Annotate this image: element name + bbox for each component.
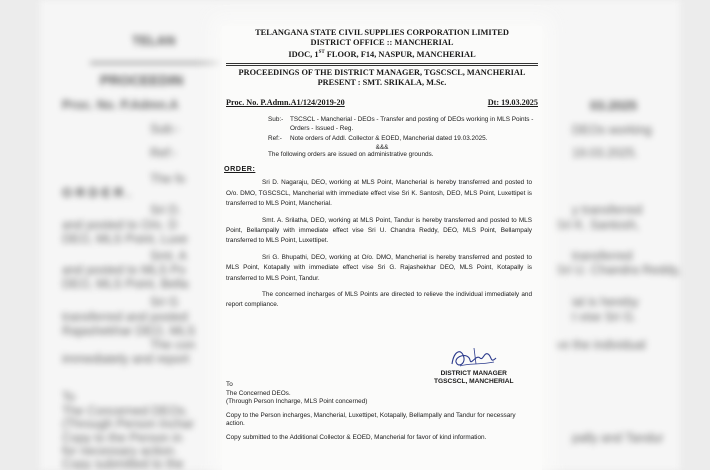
proceedings-document xyxy=(222,26,542,470)
to-note: (Through Person Incharge, MLS Point concerned) xyxy=(226,398,368,406)
bg-right-line: ve the individual xyxy=(556,338,646,352)
bg-right-line: y transferred xyxy=(572,203,643,217)
order-paragraph: Sri D. Nagaraju, DEO, working at MLS Point, Mancherial is hereby transferred and posted to O/o. DMO, TGSCSCL, Mancherial with immediate effect vise Sri K. Santosh, DEO, MLS Point, Luxettipet is transferred to MLS Point, Mancherial. xyxy=(226,179,532,208)
bg-right-line: 19.03.2025. xyxy=(572,146,639,160)
present-line: PRESENT : SMT. SRIKALA, M.Sc. xyxy=(317,78,447,88)
bg-left-sub: Sub:- xyxy=(150,122,180,136)
bg-left-line: Sri G xyxy=(150,295,179,309)
bg-left-line: DEO, MLS Point, Bella xyxy=(62,277,189,291)
office-address xyxy=(222,48,542,60)
bg-left-heading: TELAN xyxy=(132,33,176,48)
bg-left-line: DEO, MLS Point, Luxe xyxy=(62,232,188,246)
subject-row xyxy=(268,115,536,133)
org-name: TELANGANA STATE CIVIL SUPPLIES CORPORATION LIMITED xyxy=(255,28,509,37)
distribution-footer xyxy=(226,381,536,448)
bg-right-line: pally and Tandur xyxy=(572,431,664,445)
separator: &&& xyxy=(375,144,389,152)
copy-to-incharges: Copy to the Person incharges, Mancherial, Luxettipet, Kotapally, Bellampally and Tandur for necessary action. xyxy=(226,411,516,428)
bg-left-line: immediately and report xyxy=(62,352,190,366)
reference-text: Note orders of Addl. Collector & EOED, Mancherial dated 19.03.2025. xyxy=(290,135,488,143)
order-paragraph: Smt. A. Srilatha, DEO, working at MLS Point, Tandur is hereby transferred and posted to MLS Point, Bellampally with immediate effect vise Sri U. Chandra Reddy, DEO, MLS Point, Bellampaly transferred to MLS Point, Luxettipet. xyxy=(226,216,532,245)
bg-right-line: Sri K. Santosh, xyxy=(556,218,640,232)
bg-right-line: t vise Sri G. xyxy=(572,310,637,324)
bg-right-line: ial is hereby xyxy=(572,295,639,309)
bg-left-line: (Through Person Inchar xyxy=(62,417,195,431)
bg-left-refs: Ref:- xyxy=(150,146,178,160)
signatory-title: DISTRICT MANAGER xyxy=(440,370,507,377)
to-label: To xyxy=(226,381,233,388)
reference-label: Ref:- xyxy=(268,135,282,143)
order-paragraph: The concerned incharges of MLS Points are directed to relieve the individual immediately and report compliance. xyxy=(226,291,532,309)
bg-left-line: Copy to the Person in xyxy=(62,431,183,445)
address-part: IDOC, 1 xyxy=(288,50,319,60)
order-paragraph: Sri G. Bhupathi, DEO, working at O/o. DMO, Mancherial is hereby transferred and posted to MLS Point, Kotapally with immediate effect vise Sri G. Rajashekhar DEO, MLS Point, Kotapally is transferred to MLS Point, Tandur. xyxy=(226,253,532,282)
bg-right-line: transferred xyxy=(572,249,633,263)
bg-left-line: transferred and posted xyxy=(62,310,188,324)
bg-left-line: Rajashekhar DEO, MLS xyxy=(62,324,196,338)
office-name: DISTRICT OFFICE :: MANCHERIAL xyxy=(310,38,454,48)
bg-left-line: The Concerned DEOs. xyxy=(62,404,189,418)
proc-date: Dt: 19.03.2025 xyxy=(487,98,538,108)
bg-right-line: DEOs working xyxy=(572,123,652,137)
bg-left-line: Sri D. xyxy=(150,203,182,217)
bg-left-line: The con xyxy=(150,338,196,352)
bg-left-line: Smt. A xyxy=(150,249,187,263)
issued-statement: The following orders are issued on administrative grounds. xyxy=(268,151,434,159)
proceedings-title xyxy=(222,68,542,88)
bg-right-line: 03.2025 xyxy=(590,98,637,113)
bg-left-line: Copy submitted to the xyxy=(62,457,184,470)
to-recipient: The Concerned DEOs. xyxy=(226,389,291,397)
header-divider xyxy=(226,65,538,66)
subject-block xyxy=(268,115,536,143)
bg-left-order: O R D E R . xyxy=(62,185,131,200)
bg-right-line: Sri U. Chandra Reddy, xyxy=(556,263,681,277)
proc-number: Proc. No. P.Admn.A1/124/2019-20 xyxy=(226,98,345,108)
bg-left-line: To xyxy=(62,390,76,404)
bg-left-the: The fo xyxy=(150,172,186,186)
bg-left-proc: PROCEEDIN xyxy=(100,72,184,88)
header-divider xyxy=(226,63,538,64)
address-superscript: ST xyxy=(318,50,325,56)
signatory-org: TGSCSCL, MANCHERIAL xyxy=(434,378,514,386)
bg-left-line: and posted to MLS Po xyxy=(62,263,186,277)
bg-left-ref: Proc. No. P.Admn.A xyxy=(62,98,179,112)
reference-line xyxy=(226,98,538,107)
subject-text: TSCSCL - Mancherial - DEOs - Transfer and posting of DEOs working in MLS Points - Orders - Issued - Reg. xyxy=(290,116,534,133)
bg-rule xyxy=(90,62,220,64)
reference-row xyxy=(268,134,536,143)
address-part: FLOOR, F14, NASPUR, MANCHERIAL xyxy=(324,50,476,60)
copy-submitted: Copy submitted to the Additional Collector & EOED, Mancherial for favor of kind information. xyxy=(226,433,487,441)
order-heading: ORDER: xyxy=(224,164,256,174)
bg-left-line: for necessary action. xyxy=(62,444,178,458)
proceedings-line: PROCEEDINGS OF THE DISTRICT MANAGER, TGSCSCL, MANCHERIAL xyxy=(238,68,526,78)
letterhead xyxy=(222,28,542,60)
subject-label: Sub:- xyxy=(268,116,284,124)
bg-left-line: and posted to O/o. D xyxy=(62,218,178,232)
